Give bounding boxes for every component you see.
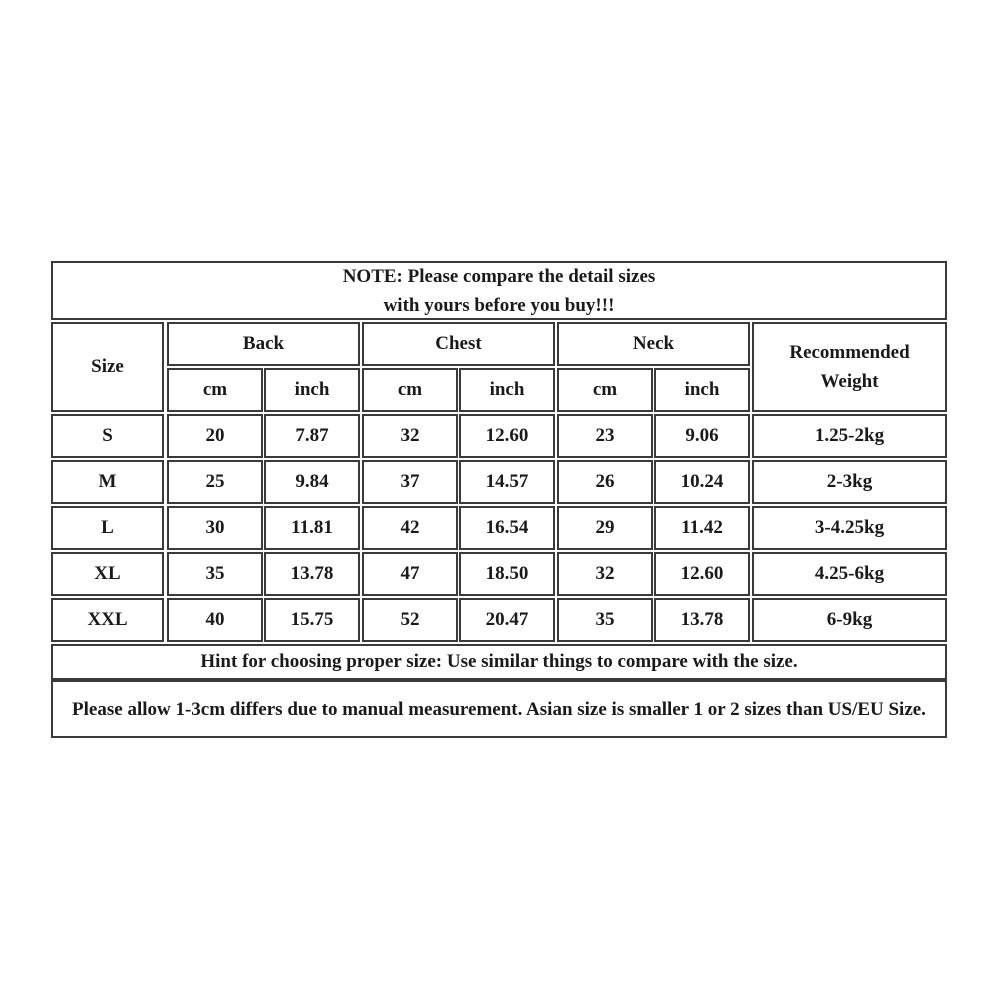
note-line-1: NOTE: Please compare the detail sizes — [342, 265, 656, 287]
neck-inch-cell: 9.06 — [654, 414, 750, 458]
size-chart — [51, 261, 947, 738]
neck-inch-cell: 11.42 — [654, 506, 750, 550]
neck-cm-cell: 29 — [557, 506, 653, 550]
unit-header: cm — [167, 368, 263, 412]
chest-inch-cell: 18.50 — [459, 552, 555, 596]
back-cm-cell: 40 — [167, 598, 263, 642]
chest-cm-cell: 42 — [362, 506, 458, 550]
back-inch-cell: 9.84 — [264, 460, 360, 504]
neck-inch-cell: 13.78 — [654, 598, 750, 642]
disclaimer-row: Please allow 1-3cm differs due to manual measurement. Asian size is smaller 1 or 2 sizes than US/EU Size. — [51, 680, 947, 738]
chest-header: Chest — [362, 322, 555, 366]
neck-inch-cell: 10.24 — [654, 460, 750, 504]
chest-inch-cell: 12.60 — [459, 414, 555, 458]
back-cm-cell: 35 — [167, 552, 263, 596]
neck-cm-cell: 35 — [557, 598, 653, 642]
weight-header-line-2: Weight — [820, 371, 879, 392]
size-cell: L — [51, 506, 164, 550]
recommended-weight-header — [752, 322, 947, 412]
back-inch-cell: 15.75 — [264, 598, 360, 642]
neck-header: Neck — [557, 322, 750, 366]
back-inch-cell: 13.78 — [264, 552, 360, 596]
chest-cm-cell: 47 — [362, 552, 458, 596]
size-cell: M — [51, 460, 164, 504]
unit-header: cm — [362, 368, 458, 412]
weight-header-line-1: Recommended — [789, 342, 910, 363]
back-inch-cell: 7.87 — [264, 414, 360, 458]
neck-inch-cell: 12.60 — [654, 552, 750, 596]
back-cm-cell: 30 — [167, 506, 263, 550]
weight-cell: 4.25-6kg — [752, 552, 947, 596]
chest-cm-cell: 32 — [362, 414, 458, 458]
note-line-2: with yours before you buy!!! — [383, 294, 615, 316]
note-banner — [51, 261, 947, 320]
size-cell: XXL — [51, 598, 164, 642]
unit-header: cm — [557, 368, 653, 412]
weight-cell: 6-9kg — [752, 598, 947, 642]
size-cell: XL — [51, 552, 164, 596]
weight-cell: 3-4.25kg — [752, 506, 947, 550]
neck-cm-cell: 32 — [557, 552, 653, 596]
unit-header: inch — [654, 368, 750, 412]
size-cell: S — [51, 414, 164, 458]
chest-inch-cell: 20.47 — [459, 598, 555, 642]
weight-cell: 1.25-2kg — [752, 414, 947, 458]
hint-row: Hint for choosing proper size: Use similar things to compare with the size. — [51, 644, 947, 680]
chest-inch-cell: 16.54 — [459, 506, 555, 550]
chest-cm-cell: 37 — [362, 460, 458, 504]
unit-header: inch — [264, 368, 360, 412]
chest-cm-cell: 52 — [362, 598, 458, 642]
chest-inch-cell: 14.57 — [459, 460, 555, 504]
back-cm-cell: 20 — [167, 414, 263, 458]
neck-cm-cell: 26 — [557, 460, 653, 504]
weight-cell: 2-3kg — [752, 460, 947, 504]
neck-cm-cell: 23 — [557, 414, 653, 458]
back-inch-cell: 11.81 — [264, 506, 360, 550]
unit-header: inch — [459, 368, 555, 412]
size-header: Size — [51, 322, 164, 412]
back-header: Back — [167, 322, 360, 366]
back-cm-cell: 25 — [167, 460, 263, 504]
